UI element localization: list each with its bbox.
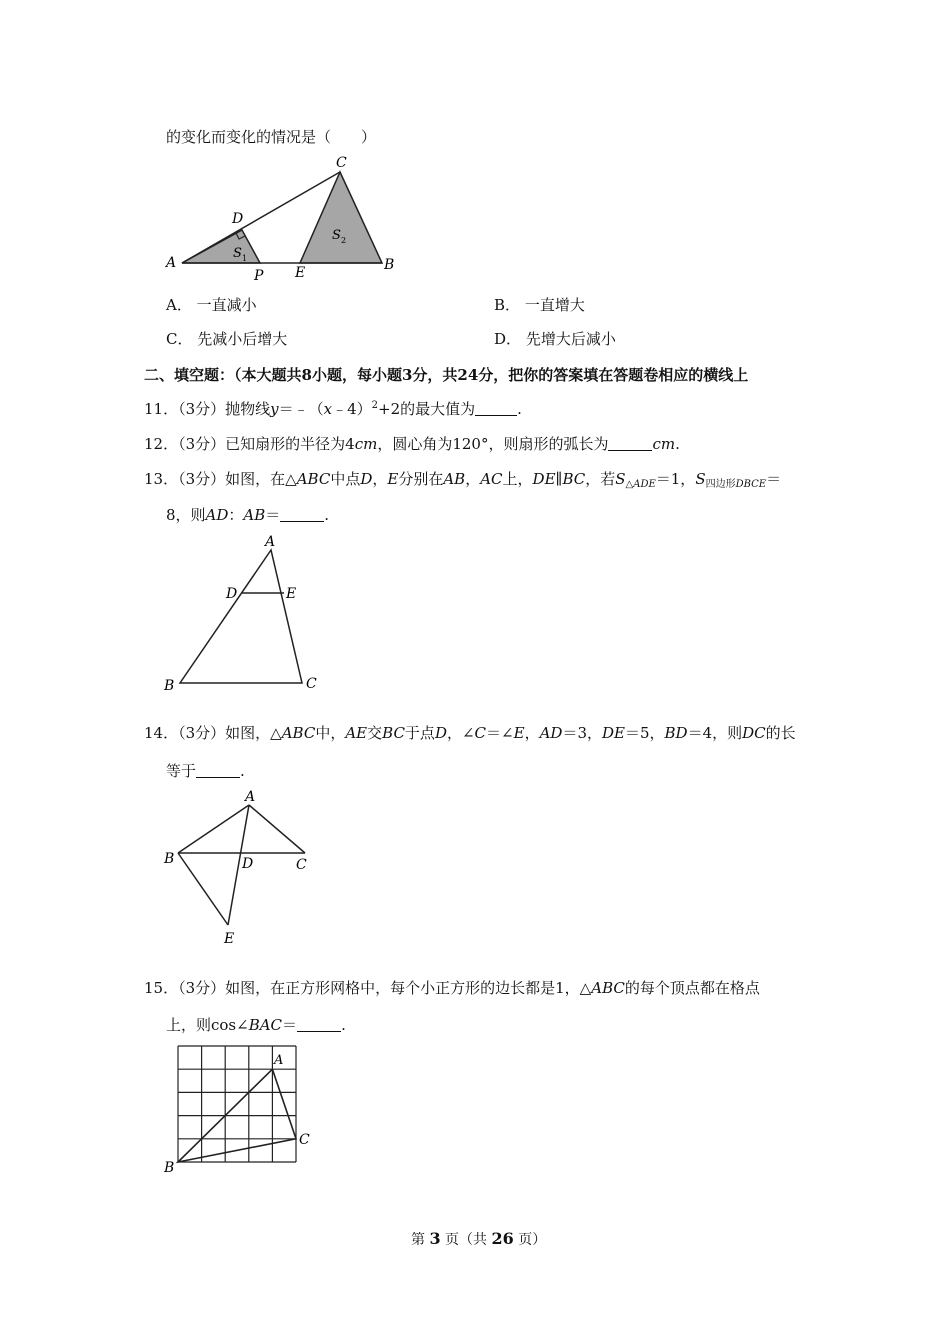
- q10-label-d: D: [232, 211, 244, 227]
- q14-label-e: E: [224, 931, 235, 947]
- q10-option-b: B． 一直增大: [494, 296, 585, 314]
- q15-label-a: A: [274, 1053, 284, 1068]
- q10-label-c: C: [336, 155, 347, 171]
- q14-figure: [160, 785, 320, 950]
- q10-figure: [160, 150, 400, 285]
- q10-option-c: C． 先减小后增大: [166, 330, 288, 348]
- q14-label-c: C: [296, 857, 307, 873]
- q13-label-b: B: [164, 678, 175, 694]
- q12-answer-blank: [608, 436, 652, 451]
- q13-label-c: C: [306, 676, 317, 692]
- q14-label-b: B: [164, 851, 175, 867]
- q14-label-d: D: [242, 856, 254, 872]
- q10-label-s1: S: [233, 246, 242, 261]
- q13-line1: 13．（3分）如图，在△ABC中点D，E分别在AB，AC上，DE∥BC，若$S_{\triangle ADE}=1$，$S_{四边形DBCE}=$: [144, 470, 782, 490]
- q10-label-s2: S: [332, 228, 341, 243]
- q14-line-ab: [178, 805, 249, 853]
- q13-line2: 8，则AD：AB＝ .: [166, 506, 330, 524]
- q14-line1: 14．（3分）如图，△ABC中，AE交BC于点D，∠C＝∠E，AD＝3，DE＝5，BD＝4，则DC的长: [144, 724, 796, 742]
- q11-answer-blank: [475, 401, 517, 416]
- q13-triangle-abc: [180, 550, 302, 683]
- q15-label-b: B: [164, 1160, 175, 1176]
- q10-label-e: E: [295, 265, 306, 281]
- q10-option-d: D． 先增大后减小: [494, 330, 616, 348]
- section-heading: 二、填空题：（本大题共8小题，每小题3分，共24分，把你的答案填在答题卷相应的横线上: [144, 366, 749, 384]
- q12: 12．（3分）已知扇形的半径为4cm，圆心角为120°，则扇形的弧长为 cm.: [144, 435, 680, 453]
- q14-answer-blank: [196, 763, 240, 778]
- q11: 11．（3分）抛物线y＝﹣（x﹣4）$^2$+2的最大值为 .: [144, 400, 522, 418]
- q15-line1: 15．（3分）如图，在正方形网格中，每个小正方形的边长都是1，△ABC的每个顶点都在格点: [144, 979, 760, 997]
- q10-continuation: 的变化而变化的情况是（ ）: [166, 128, 377, 146]
- q15-line2: 上，则cos∠BAC＝ .: [166, 1016, 346, 1034]
- q13-figure: [160, 530, 330, 695]
- q10-option-a: A． 一直减小: [166, 296, 257, 314]
- q10-label-s1-sub: 1: [242, 254, 248, 263]
- q10-shaded-triangle-s1: [182, 230, 260, 263]
- q14-label-a: A: [245, 789, 256, 805]
- q13-label-a: A: [265, 534, 276, 550]
- q15-figure: [160, 1040, 320, 1180]
- page-footer: 第 3 页（共 26 页）: [411, 1229, 547, 1248]
- q10-shaded-triangle-s2: [300, 172, 382, 263]
- q13-answer-blank: [280, 507, 324, 522]
- q14-line-ac: [249, 805, 305, 853]
- q10-label-p: P: [254, 268, 264, 284]
- q15-answer-blank: [297, 1017, 341, 1032]
- q13-label-e: E: [286, 586, 297, 602]
- q10-label-s2-sub: 2: [341, 236, 347, 245]
- q14-line-be: [178, 853, 228, 925]
- q13-label-d: D: [226, 586, 238, 602]
- q10-label-b: B: [384, 257, 395, 273]
- q15-label-c: C: [299, 1132, 310, 1148]
- q14-line2: 等于 .: [166, 762, 245, 780]
- q10-label-a: A: [166, 255, 177, 271]
